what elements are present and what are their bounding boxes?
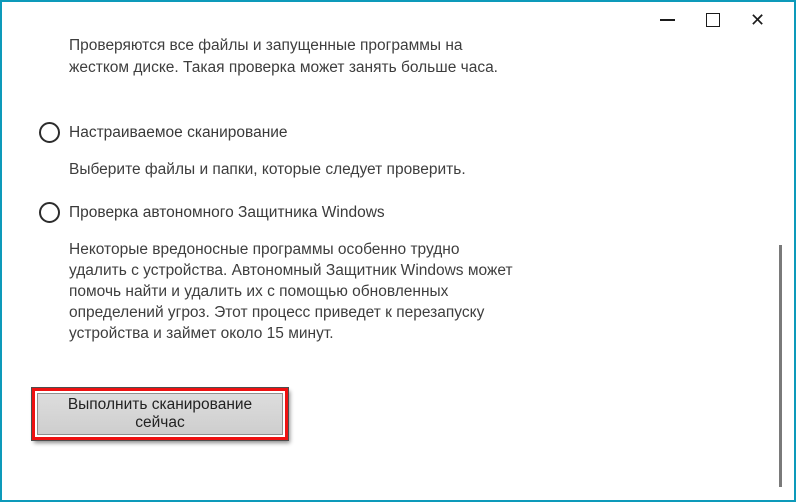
radio-offline-scan[interactable] xyxy=(39,202,60,223)
scan-now-button[interactable]: Выполнить сканирование сейчас xyxy=(37,393,283,435)
highlight-annotation-box xyxy=(32,388,288,440)
radio-custom-scan[interactable] xyxy=(39,122,60,143)
option-offline-scan[interactable] xyxy=(39,202,385,223)
window-controls xyxy=(645,2,780,38)
offline-scan-label[interactable]: Проверка автономного Защитника Windows xyxy=(69,203,385,221)
option-custom-scan[interactable] xyxy=(39,122,288,143)
minimize-button[interactable] xyxy=(645,3,690,37)
maximize-button[interactable] xyxy=(690,3,735,37)
custom-scan-description: Выберите файлы и папки, которые следует проверить. xyxy=(69,161,466,178)
close-icon: ✕ xyxy=(749,10,766,30)
scrollbar-thumb[interactable] xyxy=(779,245,782,487)
close-button[interactable] xyxy=(735,3,780,37)
offline-scan-description: Некоторые вредоносные программы особенно трудно удалить с устройства. Автономный Защитник Windows может помочь найти и удалить их с помощью обновленных определений угроз. Этот процесс приведет к перезапуску устройства и займет около 15 минут. xyxy=(69,241,513,342)
full-scan-description: Проверяются все файлы и запущенные программы на жестком диске. Такая проверка может занять больше часа. xyxy=(69,37,498,76)
custom-scan-label[interactable]: Настраиваемое сканирование xyxy=(69,123,288,141)
minimize-icon xyxy=(660,19,675,21)
maximize-icon xyxy=(706,13,720,27)
